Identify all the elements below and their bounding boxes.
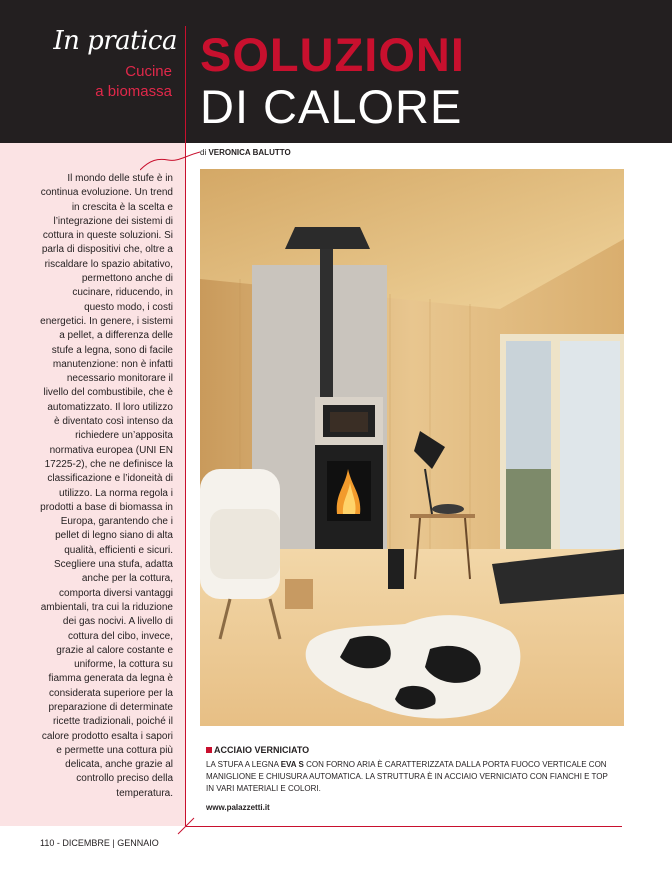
footer-separator: - [56, 838, 60, 848]
byline-author: VERONICA BALUTTO [208, 148, 291, 157]
caption-text [206, 759, 616, 795]
rule-intersection-mark [176, 816, 196, 836]
article-title-line1: SOLUZIONI [200, 28, 465, 81]
page-footer [40, 838, 159, 848]
caption-product-name: EVA S [280, 760, 304, 769]
page-number: 110 [40, 838, 55, 848]
decorative-curve [140, 150, 200, 172]
caption-text-start: LA STUFA A LEGNA [206, 760, 281, 769]
caption-url[interactable]: www.palazzetti.it [206, 803, 270, 812]
caption-title-text: ACCIAIO VERNICIATO [214, 745, 310, 755]
caption-text-end: CON FORNO ARIA È CARATTERIZZATA DALLA PORTA FUOCO VERTICALE CON MANIGLIONE E CHIUSURA AUTOMATICA. LA STRUTTURA È IN ACCIAIO VERNICIATO CON FIANCHI E TOP IN VARI MATERIALI E COLORI. [206, 760, 608, 793]
byline-prefix: di [200, 148, 207, 157]
article-title-line2: DI CALORE [200, 80, 463, 133]
footer-rule [186, 826, 622, 827]
section-subtitle [12, 62, 172, 102]
byline [200, 148, 291, 157]
stove-photo [200, 169, 624, 726]
article-body: Il mondo delle stufe è in continua evoluzione. Un trend in crescita è la scelta e l’integrazione dei sistemi di cottura in queste soluzioni. Si parla di dispositivi che, oltre a riscaldare lo spazio abitativo, permettono anche di cucinare, riducendo, in questo modo, i costi energetici. In genere, i sistemi a pellet, a differenza delle stufe a legna, sono di facile manutenzione: non è infatti necessario monitorare il livello del combustibile, che è automatizzato. Il loro utilizzo è diventato così intenso da richiedere un’apposita normativa europea (UNI EN 17225-2), che ne definisce la classificazione e l’idoneità di utilizzo. La norma regola i prodotti a base di biomassa in Europa, garantendo che i pellet di legno siano di alta qualità, efficienti e sicuri. Scegliere una stufa, adatta anche per la cottura, comporta diversi vantaggi ambientali, tra cui la riduzione dei gas nocivi. A livello di cottura del cibo, invece, grazie al calore costante e uniforme, la cottura su fiamma generata da legna è considerata superiore per la preparazione di determinate ricette tradizionali, poiché il calore prodotto esalta i sapori e permette una cottura più delicata, anche grazie al controllo preciso della temperatura. [40, 173, 173, 799]
section-subtitle-line1: Cucine [125, 63, 172, 80]
section-subtitle-line2: a biomassa [95, 83, 172, 100]
section-kicker: In pratica [53, 26, 177, 56]
issue-label: DICEMBRE | GENNAIO [62, 838, 159, 848]
caption-title [206, 745, 309, 755]
caption-marker [206, 747, 212, 753]
vertical-rule [185, 26, 186, 826]
